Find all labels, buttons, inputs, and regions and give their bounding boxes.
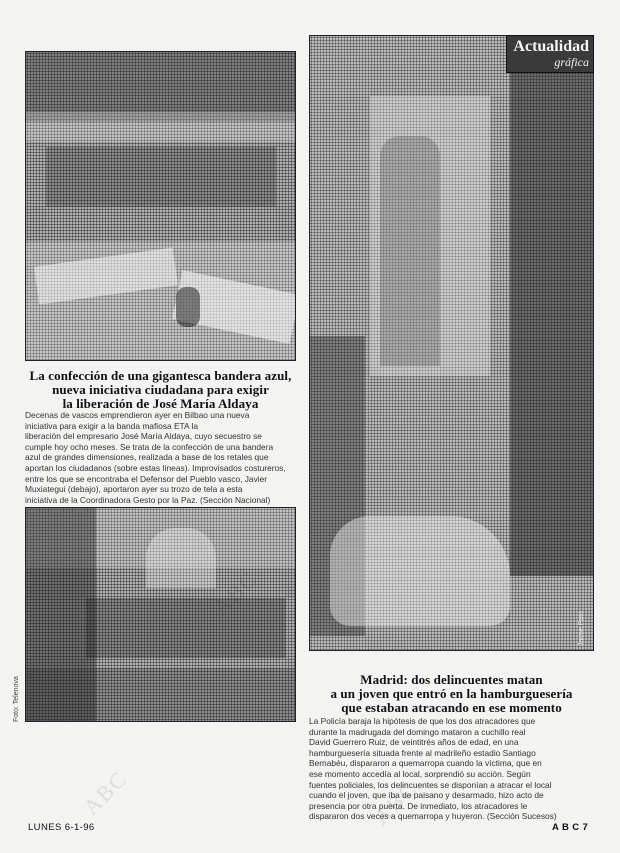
- section-badge: Actualidad gráfica: [506, 35, 594, 73]
- watermark-logo: ABC: [208, 565, 263, 620]
- headline-burger-story: Madrid: dos delincuentes matan a un joven que entró en la hamburguesería que estaban atracando en ese momento: [330, 672, 573, 715]
- photo-hamburger-restaurant: [309, 35, 594, 651]
- photo-credit-right: Jaime Pato: [578, 610, 585, 646]
- watermark-logo: ABC: [368, 775, 423, 830]
- photo-sewing-volunteers: [25, 507, 296, 722]
- footer-page-number: A B C 7: [552, 822, 589, 833]
- photo-flag-making: [25, 51, 296, 361]
- headline-flag-story: La confección de una gigantesca bandera azul, nueva iniciativa ciudadana para exigir la liberación de José María Aldaya: [29, 368, 292, 411]
- footer-date: LUNES 6-1-96: [28, 822, 95, 833]
- watermark-logo: ABC: [78, 765, 133, 820]
- body-burger-story: La Policía baraja la hipótesis de que los dos atracadores que durante la madrugada del domingo mataron a cuchillo real David Guerrero Ruiz, de veintitrés años de edad, en una hamburguesería situada frente al madrileño estadio Santiago Bernabéu, dispararon a quemarropa cuando la víctima, que en ese momento accedía al local, sorprendió su acción. Según fuentes policiales, los delincuentes se disponían a atracar el local cuando el joven, que iba de paisano y desarmado, hizo acto de presencia por otra puerta. De inmediato, los atracadores le dispararon dos veces a quemarropa y huyeron. (Sección Sucesos): [309, 716, 557, 822]
- body-flag-story: Decenas de vascos emprendieron ayer en Bilbao una nueva iniciativa para exigir a la banda mafiosa ETA la liberación del empresario José María Aldaya, cuyo secuestro se cumple hoy ocho meses. Se trata de la confección de una bandera azul de grandes dimensiones, realizada a base de los retales que aportan los ciudadanos (sobre estas líneas). Improvisados costureros, entre los que se encontraba el Defensor del Pueblo vasco, Javier Muxiategui (debajo), aportaron ayer su trozo de tela a esta iniciativa de la Coordinadora Gesto por la Paz. (Sección Nacional): [25, 410, 286, 505]
- photo-credit-left: Foto: Telenova: [13, 676, 20, 722]
